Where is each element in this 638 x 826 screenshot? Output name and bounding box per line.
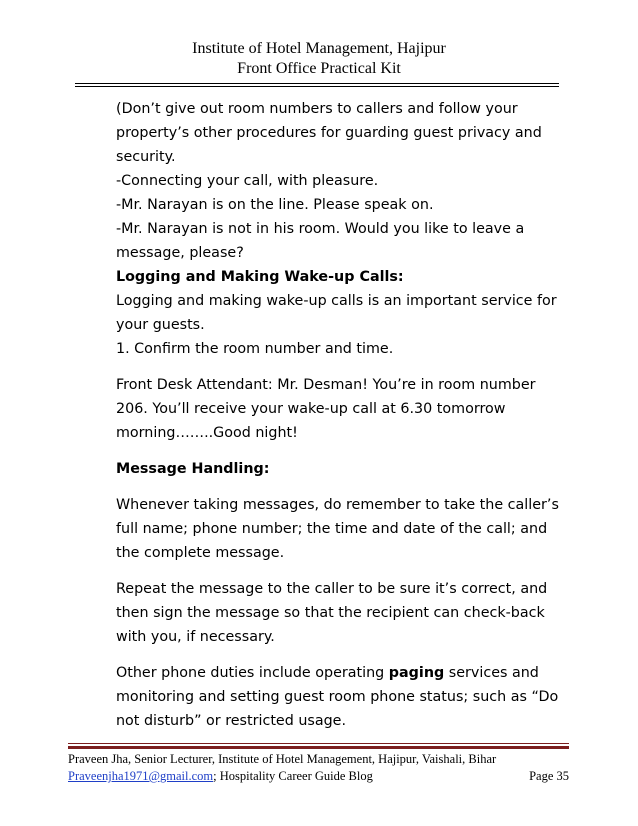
footer-rule-thin (68, 743, 569, 744)
paragraph-not-in-room: -Mr. Narayan is not in his room. Would you like to leave a message, please? (116, 221, 525, 261)
paragraph-wakeup-service: Logging and making wake-up calls is an important service for your guests. (116, 293, 557, 333)
paging-bold-term: paging (388, 665, 445, 681)
paragraph-confirm-room: 1. Confirm the room number and time. (116, 341, 394, 357)
page-footer (68, 751, 569, 785)
page-header (0, 39, 638, 79)
document-body (116, 97, 571, 733)
paragraph-phone-duties: Other phone duties include operating paging services and monitoring and setting guest room phone status; such as “Do not disturb” or restricted usage. (116, 665, 559, 729)
header-rule-bottom (75, 86, 559, 87)
heading-wakeup-calls: Logging and Making Wake-up Calls: (116, 269, 404, 285)
paragraph-privacy: (Don’t give out room numbers to callers and follow your property’s other procedures for guarding guest privacy and security. (116, 101, 542, 165)
footer-rule-thick (68, 746, 569, 749)
paragraph-taking-messages: Whenever taking messages, do remember to take the caller’s full name; phone number; the time and date of the call; and the complete message. (116, 497, 559, 561)
page-number: Page 35 (529, 769, 569, 783)
header-institute: Institute of Hotel Management, Hajipur (192, 40, 446, 57)
paragraph-connecting: -Connecting your call, with pleasure. (116, 173, 379, 189)
footer-author: Praveen Jha, Senior Lecturer, Institute of Hotel Management, Hajipur, Vaishali, Bihar (68, 752, 497, 766)
footer-blog-text: ; Hospitality Career Guide Blog (213, 769, 373, 783)
header-kit-title: Front Office Practical Kit (237, 60, 401, 77)
footer-email-link[interactable]: Praveenjha1971@gmail.com (68, 769, 214, 783)
footer-contact-row (68, 768, 569, 785)
paragraph-front-desk-dialogue: Front Desk Attendant: Mr. Desman! You’re in room number 206. You’ll receive your wake-up call at 6.30 tomorrow morning……..Good night! (116, 377, 536, 441)
heading-message-handling: Message Handling: (116, 461, 270, 477)
header-rule-top (75, 83, 559, 84)
paragraph-repeat-message: Repeat the message to the caller to be sure it’s correct, and then sign the message so that the recipient can check-back with you, if necessary. (116, 581, 548, 645)
paragraph-on-line: -Mr. Narayan is on the line. Please speak on. (116, 197, 434, 213)
